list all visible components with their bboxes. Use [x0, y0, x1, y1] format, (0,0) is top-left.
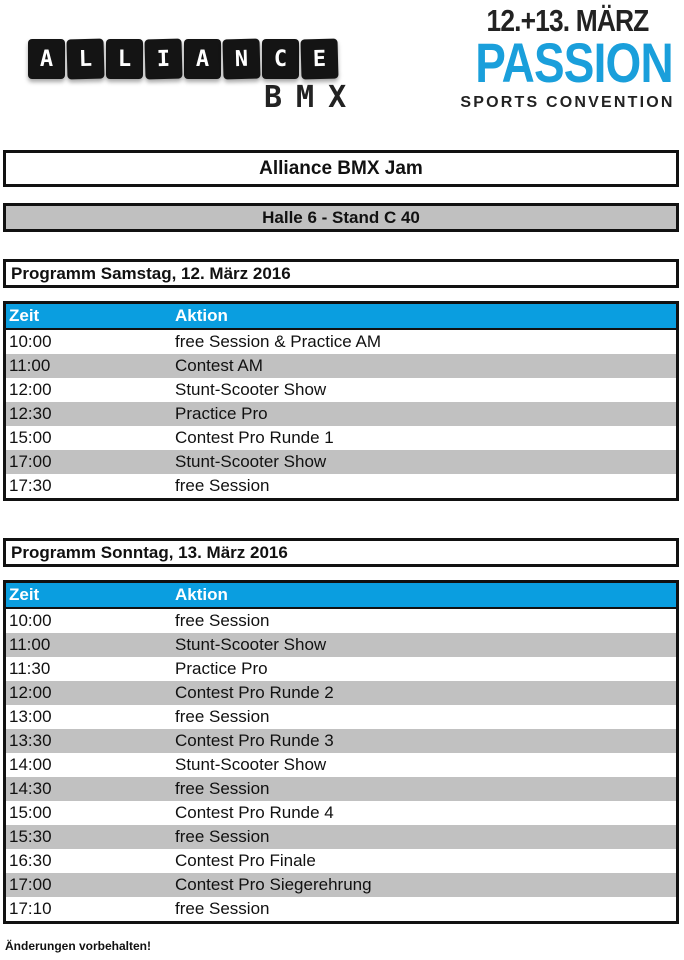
table-row [6, 633, 676, 657]
time-cell: 13:30 [9, 731, 52, 750]
time-cell: 10:00 [9, 611, 52, 630]
time-cell: 14:30 [9, 779, 52, 798]
action-cell: free Session [175, 899, 270, 918]
table-row [6, 450, 676, 474]
action-cell: free Session [175, 611, 270, 630]
action-cell: Contest Pro Runde 1 [175, 428, 334, 447]
table-row [6, 426, 676, 450]
table-row [6, 657, 676, 681]
action-cell: free Session [175, 707, 270, 726]
action-cell: Stunt-Scooter Show [175, 452, 327, 471]
logo-tile: L [66, 39, 104, 80]
logo-tile: L [106, 39, 143, 79]
logo-tile: I [144, 39, 182, 80]
time-cell: 16:30 [9, 851, 52, 870]
schedule-table-sunday [3, 580, 679, 924]
logo-event-subtitle: SPORTS CONVENTION [460, 94, 675, 111]
column-header-time: Zeit [9, 306, 40, 325]
table-row [6, 801, 676, 825]
time-cell: 10:00 [9, 332, 52, 351]
table-header [6, 583, 676, 609]
logo-tile: N [222, 39, 260, 80]
column-header-action: Aktion [175, 585, 228, 604]
action-cell: Practice Pro [175, 404, 268, 423]
alliance-bmx-logo [24, 22, 384, 122]
action-cell: Contest Pro Runde 4 [175, 803, 334, 822]
table-row [6, 378, 676, 402]
action-cell: Contest Pro Siegerehrung [175, 875, 372, 894]
action-cell: Contest AM [175, 356, 263, 375]
table-header [6, 304, 676, 330]
table-row [6, 330, 676, 354]
table-row [6, 609, 676, 633]
location-banner: Halle 6 - Stand C 40 [3, 203, 679, 232]
time-cell: 11:30 [9, 659, 51, 678]
action-cell: Practice Pro [175, 659, 268, 678]
action-cell: Contest Pro Runde 2 [175, 683, 334, 702]
table-row [6, 753, 676, 777]
logo-tile: C [262, 39, 299, 79]
logo-event-name: PASSION [475, 31, 673, 94]
time-cell: 17:30 [9, 476, 52, 495]
time-cell: 17:10 [9, 899, 52, 918]
table-row [6, 681, 676, 705]
logo-bmx-text: BMX [264, 80, 361, 115]
table-row [6, 402, 676, 426]
table-row [6, 825, 676, 849]
action-cell: Contest Pro Finale [175, 851, 316, 870]
logo-event-date: 12.+13. MÄRZ [486, 3, 649, 38]
day-heading-saturday: Programm Samstag, 12. März 2016 [3, 259, 679, 288]
time-cell: 12:30 [9, 404, 52, 423]
table-row [6, 777, 676, 801]
time-cell: 17:00 [9, 875, 52, 894]
column-header-time: Zeit [9, 585, 40, 604]
schedule-table-saturday [3, 301, 679, 501]
time-cell: 17:00 [9, 452, 52, 471]
time-cell: 11:00 [9, 356, 51, 375]
action-cell: Stunt-Scooter Show [175, 380, 327, 399]
footer-note: Änderungen vorbehalten! [5, 939, 152, 953]
table-row [6, 729, 676, 753]
logo-tile: A [28, 39, 65, 79]
logo-tile: A [184, 39, 221, 79]
passion-sports-logo [455, 4, 680, 124]
table-row [6, 705, 676, 729]
time-cell: 15:00 [9, 803, 52, 822]
column-header-action: Aktion [175, 306, 228, 325]
logo-tile: E [300, 39, 338, 80]
page-title: Alliance BMX Jam [3, 150, 679, 187]
time-cell: 12:00 [9, 380, 52, 399]
table-row [6, 849, 676, 873]
time-cell: 15:30 [9, 827, 52, 846]
table-row [6, 897, 676, 921]
action-cell: free Session [175, 476, 270, 495]
time-cell: 15:00 [9, 428, 52, 447]
action-cell: free Session [175, 779, 270, 798]
table-row [6, 354, 676, 378]
action-cell: Contest Pro Runde 3 [175, 731, 334, 750]
action-cell: Stunt-Scooter Show [175, 755, 327, 774]
table-row [6, 474, 676, 498]
action-cell: free Session [175, 827, 270, 846]
action-cell: free Session & Practice AM [175, 332, 381, 351]
table-row [6, 873, 676, 897]
time-cell: 13:00 [9, 707, 52, 726]
time-cell: 14:00 [9, 755, 52, 774]
logo-tiles [28, 39, 338, 79]
action-cell: Stunt-Scooter Show [175, 635, 327, 654]
time-cell: 12:00 [9, 683, 52, 702]
time-cell: 11:00 [9, 635, 51, 654]
day-heading-sunday: Programm Sonntag, 13. März 2016 [3, 538, 679, 567]
